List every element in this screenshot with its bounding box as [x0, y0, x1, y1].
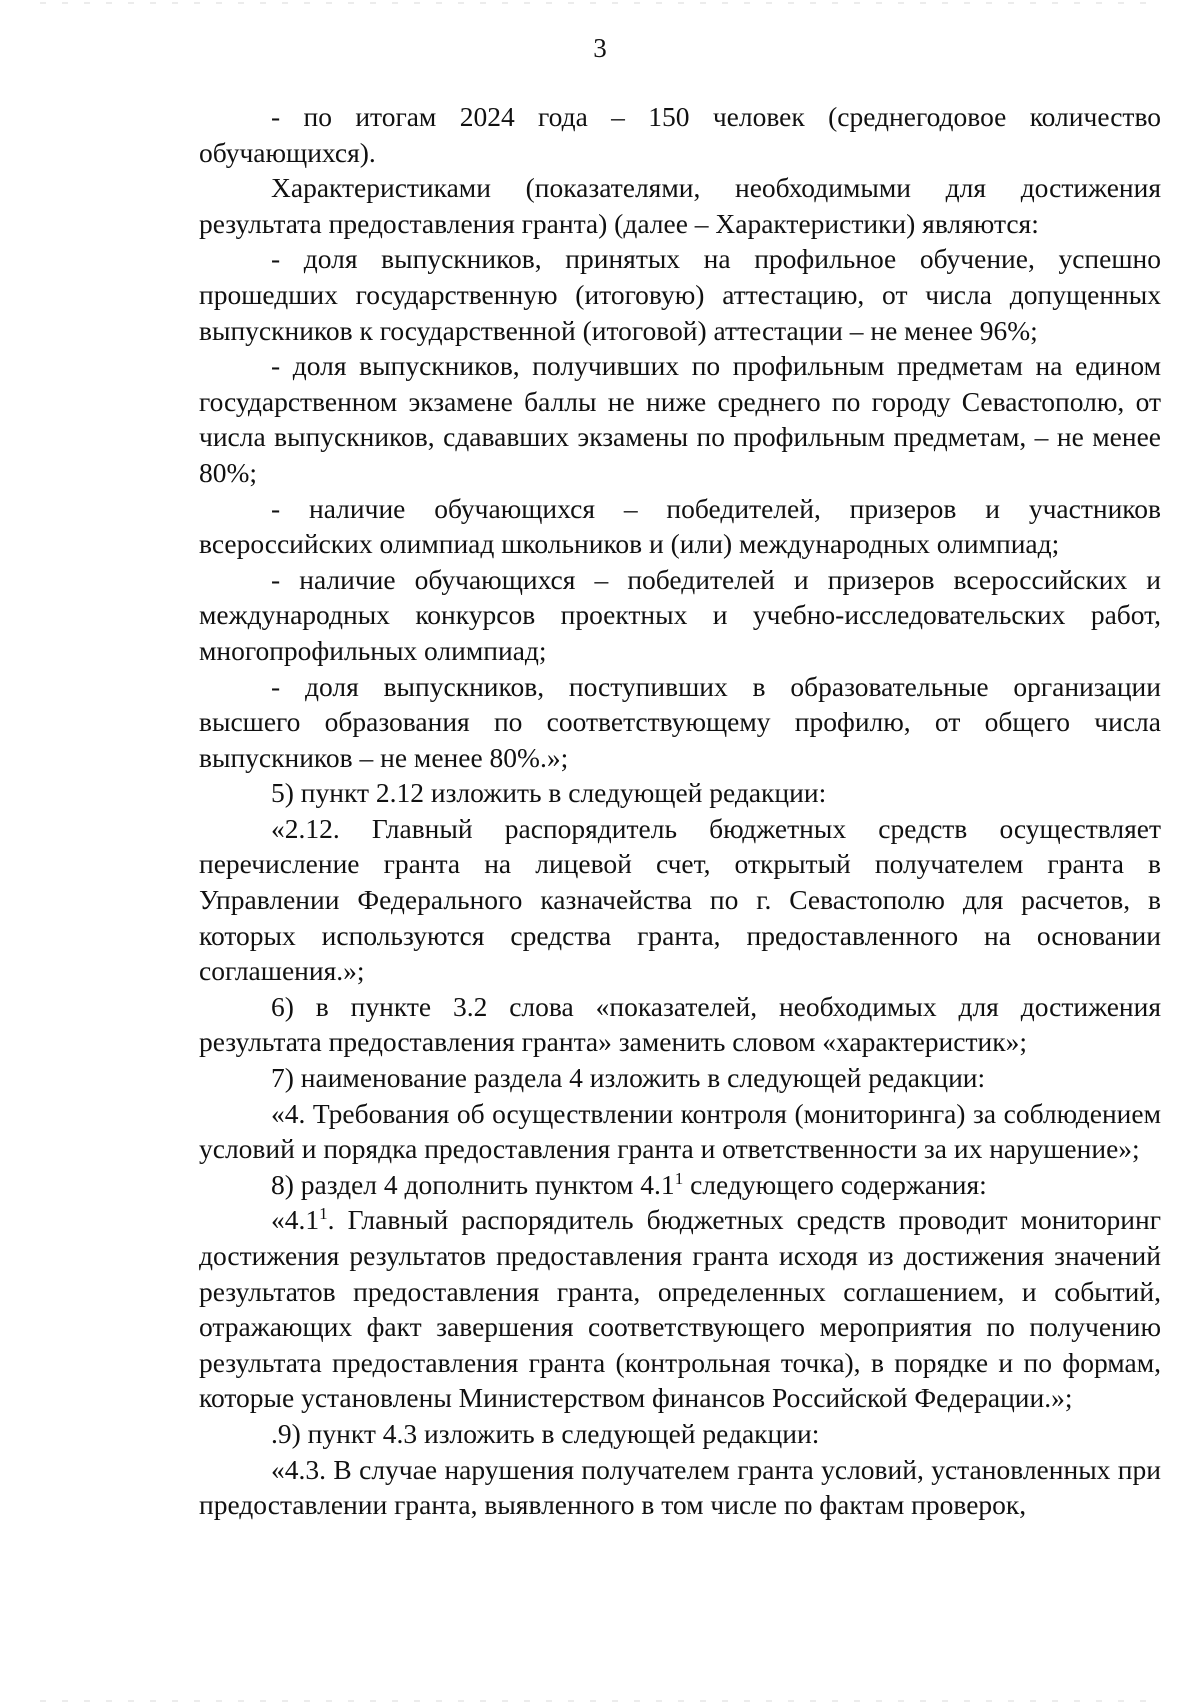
- paragraph-item-6: 6) в пункте 3.2 слова «показателей, необходимых для достижения результата предоставления гранта» заменить словом «характеристик»;: [199, 990, 1161, 1058]
- item-8-superscript: 1: [674, 1168, 684, 1188]
- clause-4-1-1-superscript: 1: [319, 1204, 328, 1224]
- paragraph-share-profile-training: - доля выпускников, принятых на профильное обучение, успешно прошедших государственную (итоговую) аттестацию, от числа допущенных выпускников к государственной (итоговой) аттестации – не менее 96%;: [199, 243, 1161, 346]
- paragraph-item-8: [199, 1167, 1161, 1203]
- paragraph-share-exam-scores: - доля выпускников, получивших по профильным предметам на едином государственном экзамене баллы не ниже среднего по городу Севастополю, от числа выпускников, сдававших экзамены по профильным предметам, – не менее 80%;: [199, 350, 1161, 488]
- item-8-text-end: следующего содержания:: [683, 1168, 987, 1200]
- scan-edge-bottom: [40, 1700, 1160, 1702]
- item-8-text: 8) раздел 4 дополнить пунктом 4.1: [271, 1168, 675, 1200]
- clause-4-1-1-number: «4.1: [271, 1204, 320, 1236]
- paragraph-characteristics-intro: Характеристиками (показателями, необходимыми для достижения результата предоставления гранта) (далее – Характеристики) являются:: [199, 172, 1161, 239]
- paragraph-section-4-title: «4. Требования об осуществлении контроля (мониторинга) за соблюдением условий и порядка предоставления гранта и ответственности за их нарушение»;: [199, 1097, 1161, 1165]
- document-body: [199, 99, 1161, 1523]
- paragraph-clause-4-1-1: [199, 1202, 1161, 1416]
- paragraph-graduates-count: - по итогам 2024 года – 150 человек (среднегодовое количество обучающихся).: [199, 101, 1161, 168]
- scan-edge-top: [40, 2, 1160, 4]
- clause-4-1-1-text: . Главный распорядитель бюджетных средств проводит мониторинг достижения результатов предоставления гранта исходя из достижения значений результатов предоставления гранта, определенных соглашением, и событий, отражающих факт завершения соответствующего мероприятия по получению результата предоставления гранта (контрольная точка), в порядке и по формам, которые установлены Министерством финансов Российской Федерации.»;: [199, 1204, 1161, 1414]
- paragraph-clause-4-3: «4.3. В случае нарушения получателем гранта условий, установленных при предоставлении гранта, выявленного в том числе по фактам проверок,: [199, 1453, 1161, 1521]
- paragraph-item-7: 7) наименование раздела 4 изложить в следующей редакции:: [271, 1062, 986, 1094]
- paragraph-item-5: 5) пункт 2.12 изложить в следующей редакции:: [271, 777, 827, 809]
- paragraph-olympiad-participants: - наличие обучающихся – победителей, призеров и участников всероссийских олимпиад школьников и (или) международных олимпиад;: [199, 492, 1161, 560]
- paragraph-item-9: .9) пункт 4.3 изложить в следующей редакции:: [271, 1417, 820, 1449]
- paragraph-clause-2-12: «2.12. Главный распорядитель бюджетных средств осуществляет перечисление гранта на лицевой счет, открытый получателем гранта в Управлении Федерального казначейства по г. Севастополю для расчетов, в которых используются средства гранта, предоставленного на основании соглашения.»;: [199, 812, 1161, 987]
- page-number: 3: [593, 33, 607, 63]
- paragraph-contest-winners: - наличие обучающихся – победителей и призеров всероссийских и международных конкурсов проектных и учебно-исследовательских работ, многопрофильных олимпиад;: [199, 563, 1161, 666]
- paragraph-share-university-admission: - доля выпускников, поступивших в образовательные организации высшего образования по соответствующему профилю, от общего числа выпускников – не менее 80%.»;: [199, 670, 1161, 773]
